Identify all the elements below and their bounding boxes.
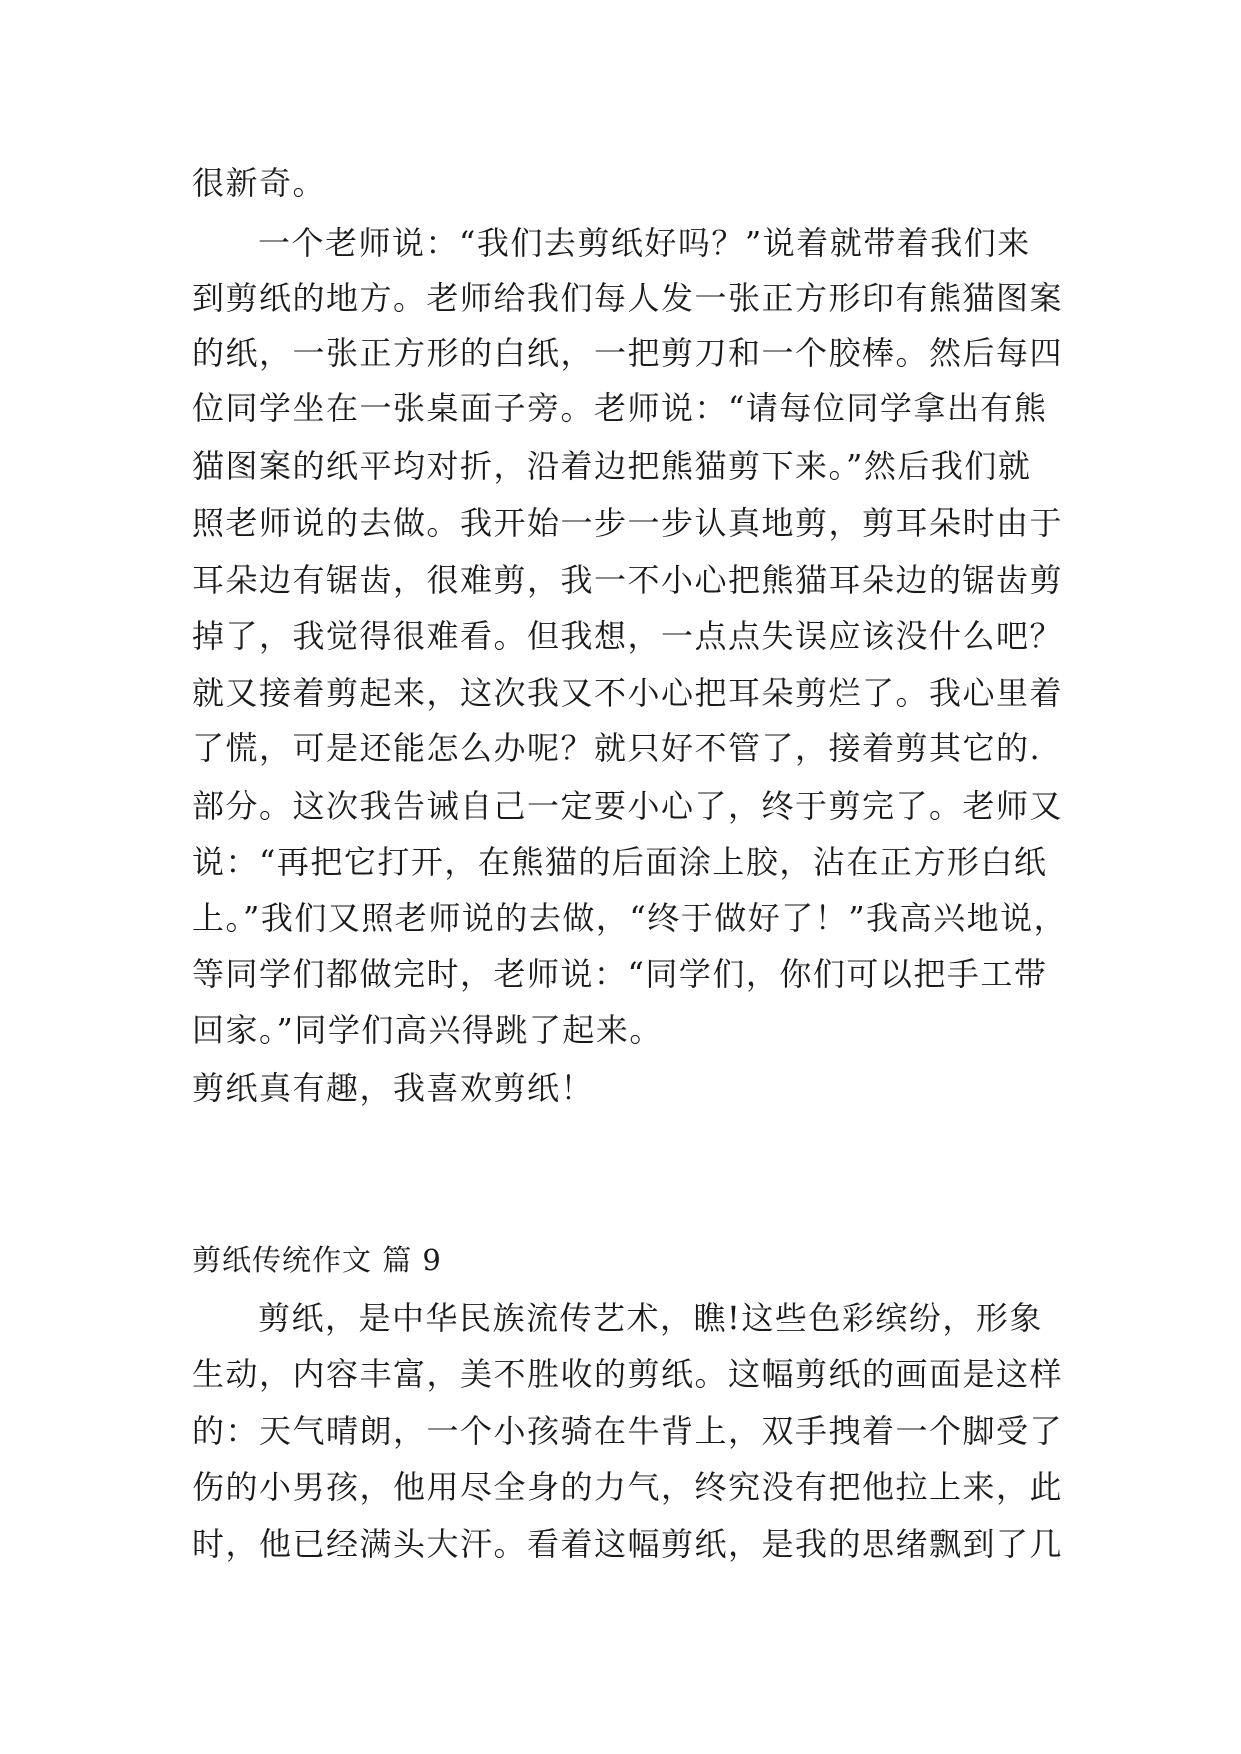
text-line: 就又接着剪起来，这次我又不小心把耳朵剪烂了。我心里着 — [192, 674, 1064, 712]
text-line: 生动，内容丰富，美不胜收的剪纸。这幅剪纸的画面是这样 — [192, 1355, 1064, 1393]
text-line: 时，他已经满头大汗。看着这幅剪纸，是我的思绪飘到了几 — [192, 1525, 1064, 1563]
text-line: 猫图案的纸平均对折，沿着边把熊猫剪下来。”然后我们就 — [192, 447, 1032, 485]
text-line: 伤的小男孩，他用尽全身的力气，终究没有把他拉上来，此 — [192, 1468, 1064, 1506]
text-line: 了慌，可是还能怎么办呢？就只好不管了，接着剪其它的. — [192, 729, 1042, 767]
text-line: 耳朵边有锯齿，很难剪，我一不小心把熊猫耳朵边的锯齿剪 — [192, 561, 1064, 599]
text-line: 的：天气晴朗，一个小孩骑在牛背上，双手拽着一个脚受了 — [192, 1412, 1064, 1450]
text-line: 位同学坐在一张桌面子旁。老师说：“请每位同学拿出有熊 — [192, 389, 1048, 427]
paragraph-start-line: 一个老师说：“我们去剪纸好吗？”说着就带着我们来 — [258, 224, 1031, 262]
text-line: 上。”我们又照老师说的去做，“终于做好了！”我高兴地说， — [192, 899, 1068, 937]
text-line: 掉了，我觉得很难看。但我想，一点点失误应该没什么吧？ — [192, 617, 1064, 655]
text-line: 的纸，一张正方形的白纸，一把剪刀和一个胶棒。然后每四 — [192, 334, 1064, 372]
section-heading: 剪纸传统作文 篇 9 — [192, 1243, 442, 1277]
paragraph-start-line: 剪纸，是中华民族流传艺术，瞧!这些色彩缤纷，形象 — [258, 1299, 1043, 1337]
text-line: 回家。”同学们高兴得跳了起来。 — [192, 1011, 663, 1049]
text-line: 剪纸真有趣，我喜欢剪纸！ — [192, 1069, 595, 1107]
text-line: 等同学们都做完时，老师说：“同学们，你们可以把手工带 — [192, 955, 1048, 993]
text-line: 到剪纸的地方。老师给我们每人发一张正方形印有熊猫图案 — [192, 279, 1064, 317]
text-line: 部分。这次我告诫自己一定要小心了，终于剪完了。老师又 — [192, 787, 1064, 825]
text-line: 照老师说的去做。我开始一步一步认真地剪，剪耳朵时由于 — [192, 504, 1064, 542]
text-line: 很新奇。 — [192, 164, 327, 202]
text-line: 说：“再把它打开，在熊猫的后面涂上胶，沾在正方形白纸 — [192, 843, 1048, 881]
